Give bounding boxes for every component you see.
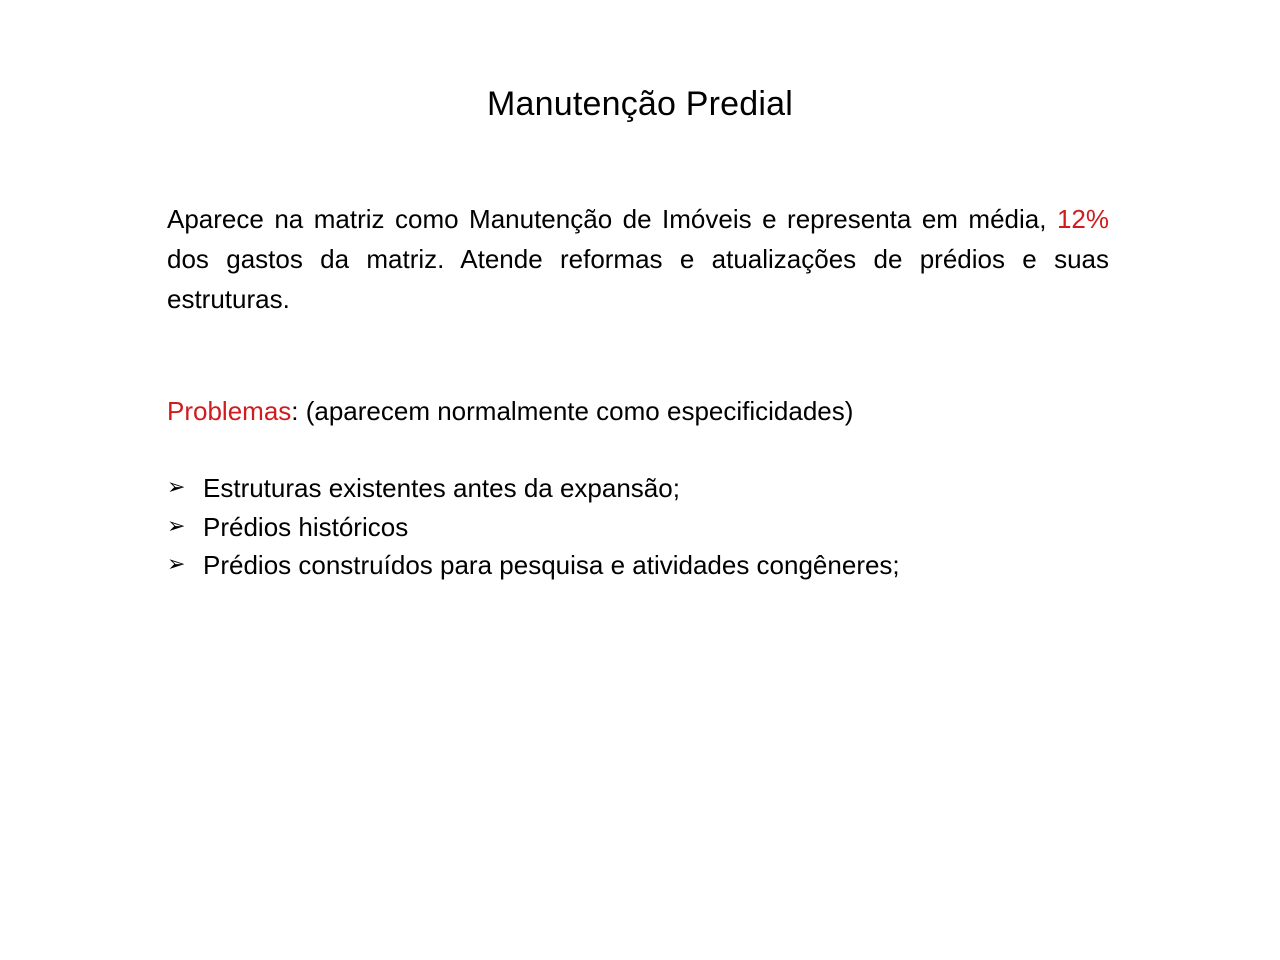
- paragraph-text-end: dos gastos da matriz. Atende reformas e atualizações de prédios e suas estruturas.: [167, 244, 1109, 314]
- problems-list: [167, 469, 1109, 585]
- problems-label: Problemas: [167, 396, 292, 426]
- list-item: [167, 508, 1109, 547]
- arrow-bullet-icon: ➢: [167, 513, 186, 539]
- slide-title: Manutenção Predial: [486, 85, 793, 123]
- arrow-bullet-icon: ➢: [167, 475, 186, 500]
- list-item-text: Prédios históricos: [203, 511, 409, 542]
- problems-heading: [167, 391, 1109, 431]
- description-paragraph: [167, 199, 1109, 319]
- list-item: [167, 546, 1109, 585]
- list-item: [167, 469, 1109, 508]
- list-item-text: Prédios construídos para pesquisa e atividades congêneres;: [203, 550, 900, 580]
- list-item-text: Estruturas existentes antes da expansão;: [203, 473, 680, 503]
- paragraph-text-start: Aparece na matriz como Manutenção de Imóveis e representa em média,: [167, 204, 1057, 234]
- percentage-highlight: 12%: [1056, 204, 1109, 234]
- arrow-bullet-icon: ➢: [167, 552, 186, 577]
- problems-description: : (aparecem normalmente como especificidades): [291, 396, 854, 426]
